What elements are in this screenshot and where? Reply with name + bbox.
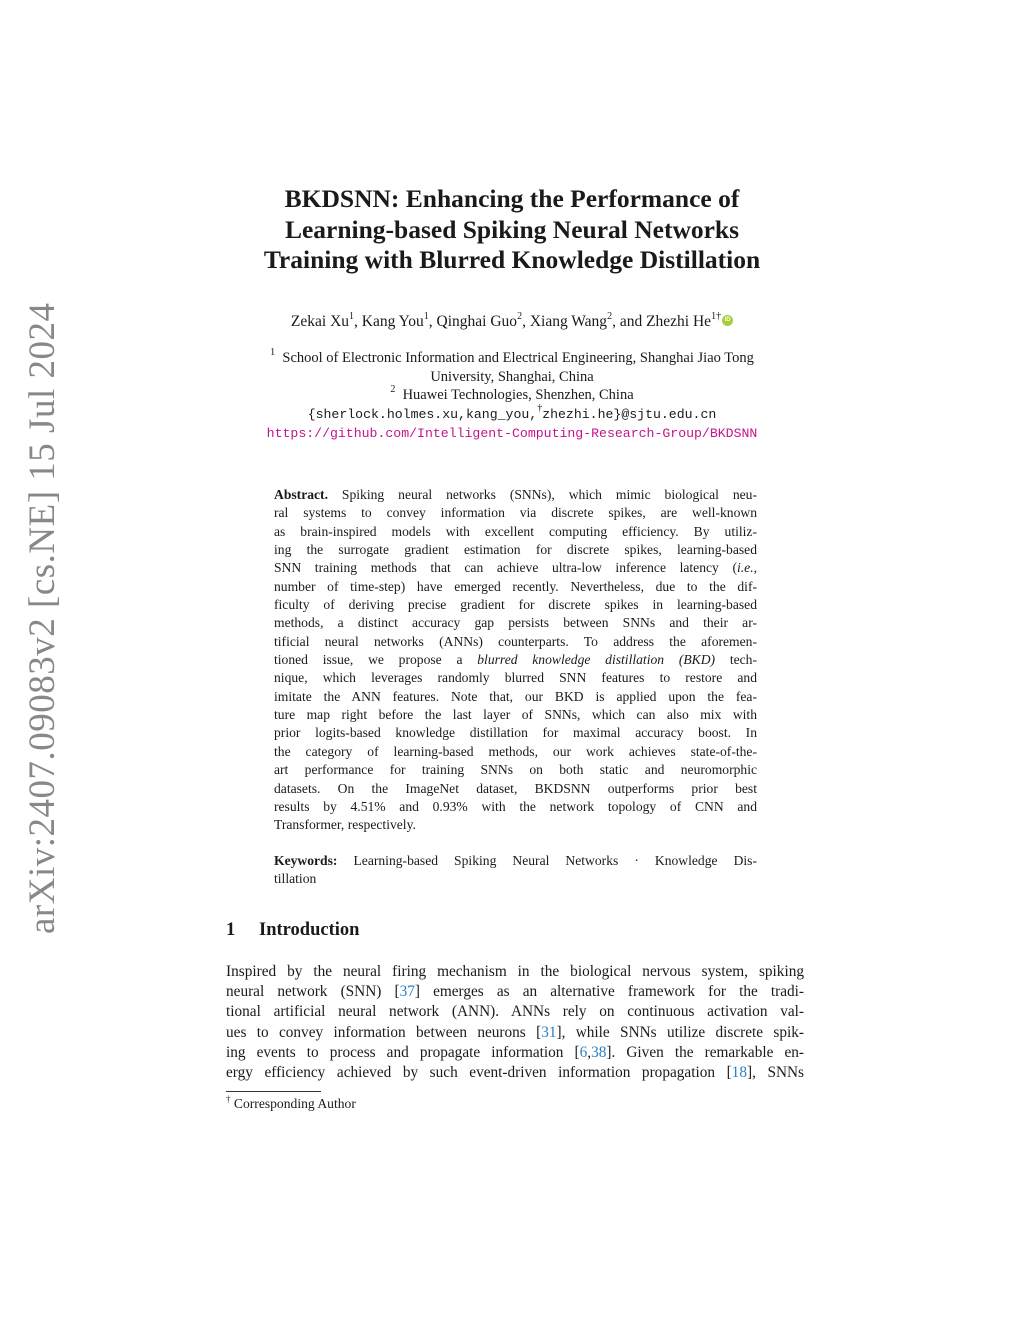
github-link-row [0, 424, 1024, 443]
abstract-line: the category of learning-based methods, our work achieves state-of-the- [274, 743, 757, 759]
paper-title [0, 184, 1024, 276]
affil-mark: 1 [270, 347, 276, 358]
footnote-rule [226, 1091, 321, 1092]
intro-line [226, 982, 804, 1002]
abstract-line: prior logits-based knowledge distillation for maximal accuracy boost. In [274, 725, 757, 741]
author-affil-mark: 2 [517, 311, 523, 322]
abstract-text: tioned issue, we propose a [274, 652, 478, 668]
intro-text: ]. Given the remarkable en- [606, 1043, 804, 1061]
title-line: BKDSNN: Enhancing the Performance of [284, 184, 740, 213]
abstract-italic: blurred knowledge distillation (BKD) [477, 652, 716, 668]
abstract-line: art performance for training SNNs on both static and neuromorphic [274, 762, 757, 778]
author-affil-mark: 1 [349, 311, 355, 322]
abstract-text: , [753, 560, 757, 576]
abstract-line [274, 486, 757, 504]
abstract-italic: i.e. [736, 560, 754, 576]
abstract-label: Abstract. [274, 487, 328, 502]
keywords-label: Keywords: [274, 853, 338, 868]
affil-mark: 2 [390, 384, 396, 395]
intro-text: ergy efficiency achieved by such event-driven information propagation [ [226, 1063, 732, 1081]
abstract-line: results by 4.51% and 0.93% with the network topology of CNN and [274, 798, 757, 814]
citation-link[interactable]: 6 [579, 1043, 588, 1061]
title-line: Training with Blurred Knowledge Distillation [263, 245, 761, 274]
intro-text: ], while SNNs utilize discrete spik- [556, 1023, 804, 1041]
citation-link[interactable]: 38 [591, 1043, 607, 1061]
author-list [0, 313, 1024, 331]
keywords-text: Learning-based Spiking Neural Networks · Knowledge Dis- [337, 853, 757, 868]
author-name: , Kang You [354, 313, 424, 330]
affiliation-text: School of Electronic Information and Electrical Engineering, Shanghai Jiao Tong [282, 350, 754, 366]
abstract-line: methods, a distinct accuracy gap persists between SNNs and their ar- [274, 615, 757, 631]
affiliation-1 [0, 349, 1024, 367]
citation-link[interactable]: 37 [399, 983, 415, 1001]
author-name: Zekai Xu [290, 313, 350, 330]
abstract-line [274, 559, 757, 577]
intro-text: , [587, 1043, 592, 1061]
author-affil-mark: 1 [423, 311, 429, 322]
author-name: , Xiang Wang [522, 313, 608, 330]
arxiv-identifier: arXiv:2407.09083v2 [cs.NE] 15 Jul 2024 [22, 302, 63, 934]
affiliation-2 [0, 386, 1024, 404]
footnote [226, 1096, 356, 1112]
intro-text: ] emerges as an alternative framework for the tradi- [414, 983, 804, 1001]
section-number: 1 [226, 920, 236, 940]
abstract-text: Spiking neural networks (SNNs), which mimic biological neu- [327, 487, 757, 502]
intro-line [226, 1063, 804, 1083]
email-part: zhezhi.he}@sjtu.edu.cn [542, 407, 717, 422]
affiliation-text: Huawei Technologies, Shenzhen, China [402, 387, 634, 403]
author-name: , Qinghai Guo [428, 313, 518, 330]
abstract-line: ture map right before the last layer of SNNs, which can also mix with [274, 707, 757, 723]
intro-line [226, 1043, 804, 1063]
abstract-line: ficulty of deriving precise gradient for discrete spikes in learning-based [274, 597, 757, 613]
abstract-text: tech- [715, 652, 757, 668]
abstract-line: imitate the ANN features. Note that, our BKD is applied upon the fea- [274, 688, 757, 704]
introduction-body [226, 962, 804, 1083]
section-title: Introduction [259, 920, 360, 940]
abstract-text: SNN training methods that can achieve ultra-low inference latency ( [274, 560, 737, 576]
intro-text: ], SNNs [746, 1063, 805, 1081]
intro-text: neural network (SNN) [ [226, 983, 400, 1001]
author-affil-mark: 2 [607, 311, 613, 322]
citation-link[interactable]: 31 [541, 1023, 557, 1041]
abstract-line: number of time-step) have emerged recently. Nevertheless, due to the dif- [274, 578, 757, 594]
abstract-line: tificial neural networks (ANNs) counterparts. To address the aforemen- [274, 633, 757, 649]
abstract-line: datasets. On the ImageNet dataset, BKDSNN outperforms prior best [274, 780, 757, 796]
abstract-line: nique, which leverages randomly blurred SNN features to restore and [274, 670, 757, 686]
author-affil-mark: 1† [711, 311, 722, 322]
github-link[interactable]: https://github.com/Intelligent-Computing-Research-Group/BKDSNN [266, 426, 758, 441]
intro-line: Inspired by the neural firing mechanism in the biological nervous system, spiking [226, 963, 804, 980]
abstract [274, 486, 757, 835]
abstract-line: ral systems to convey information via discrete spikes, are well-known [274, 505, 757, 521]
intro-line [226, 1023, 804, 1043]
dagger-mark: † [537, 403, 543, 414]
title-line: Learning-based Spiking Neural Networks [284, 214, 740, 244]
section-heading [226, 920, 359, 941]
footnote-text: Corresponding Author [230, 1096, 356, 1111]
author-emails [0, 405, 1024, 424]
intro-line: tional artificial neural network (ANN). ANNs rely on continuous activation val- [226, 1003, 804, 1021]
keywords-line: tillation [274, 871, 317, 887]
footnote-mark: † [226, 1094, 231, 1104]
keywords-line [274, 852, 757, 870]
keywords [274, 852, 757, 889]
abstract-line [274, 651, 757, 669]
author-name: , and Zhezhi He [612, 313, 712, 330]
citation-link[interactable]: 18 [731, 1063, 747, 1081]
intro-text: ing events to process and propagate information [ [226, 1043, 580, 1061]
abstract-line: as brain-inspired models with excellent computing efficiency. By utiliz- [274, 523, 757, 539]
orcid-icon[interactable]: iD [722, 315, 733, 326]
intro-text: ues to convey information between neurons [ [226, 1023, 542, 1041]
abstract-line: Transformer, respectively. [274, 817, 416, 833]
affiliation-1-cont: University, Shanghai, China [430, 369, 594, 385]
email-part: {sherlock.holmes.xu,kang_you, [307, 407, 538, 422]
abstract-line: ing the surrogate gradient estimation for discrete spikes, learning-based [274, 542, 757, 558]
